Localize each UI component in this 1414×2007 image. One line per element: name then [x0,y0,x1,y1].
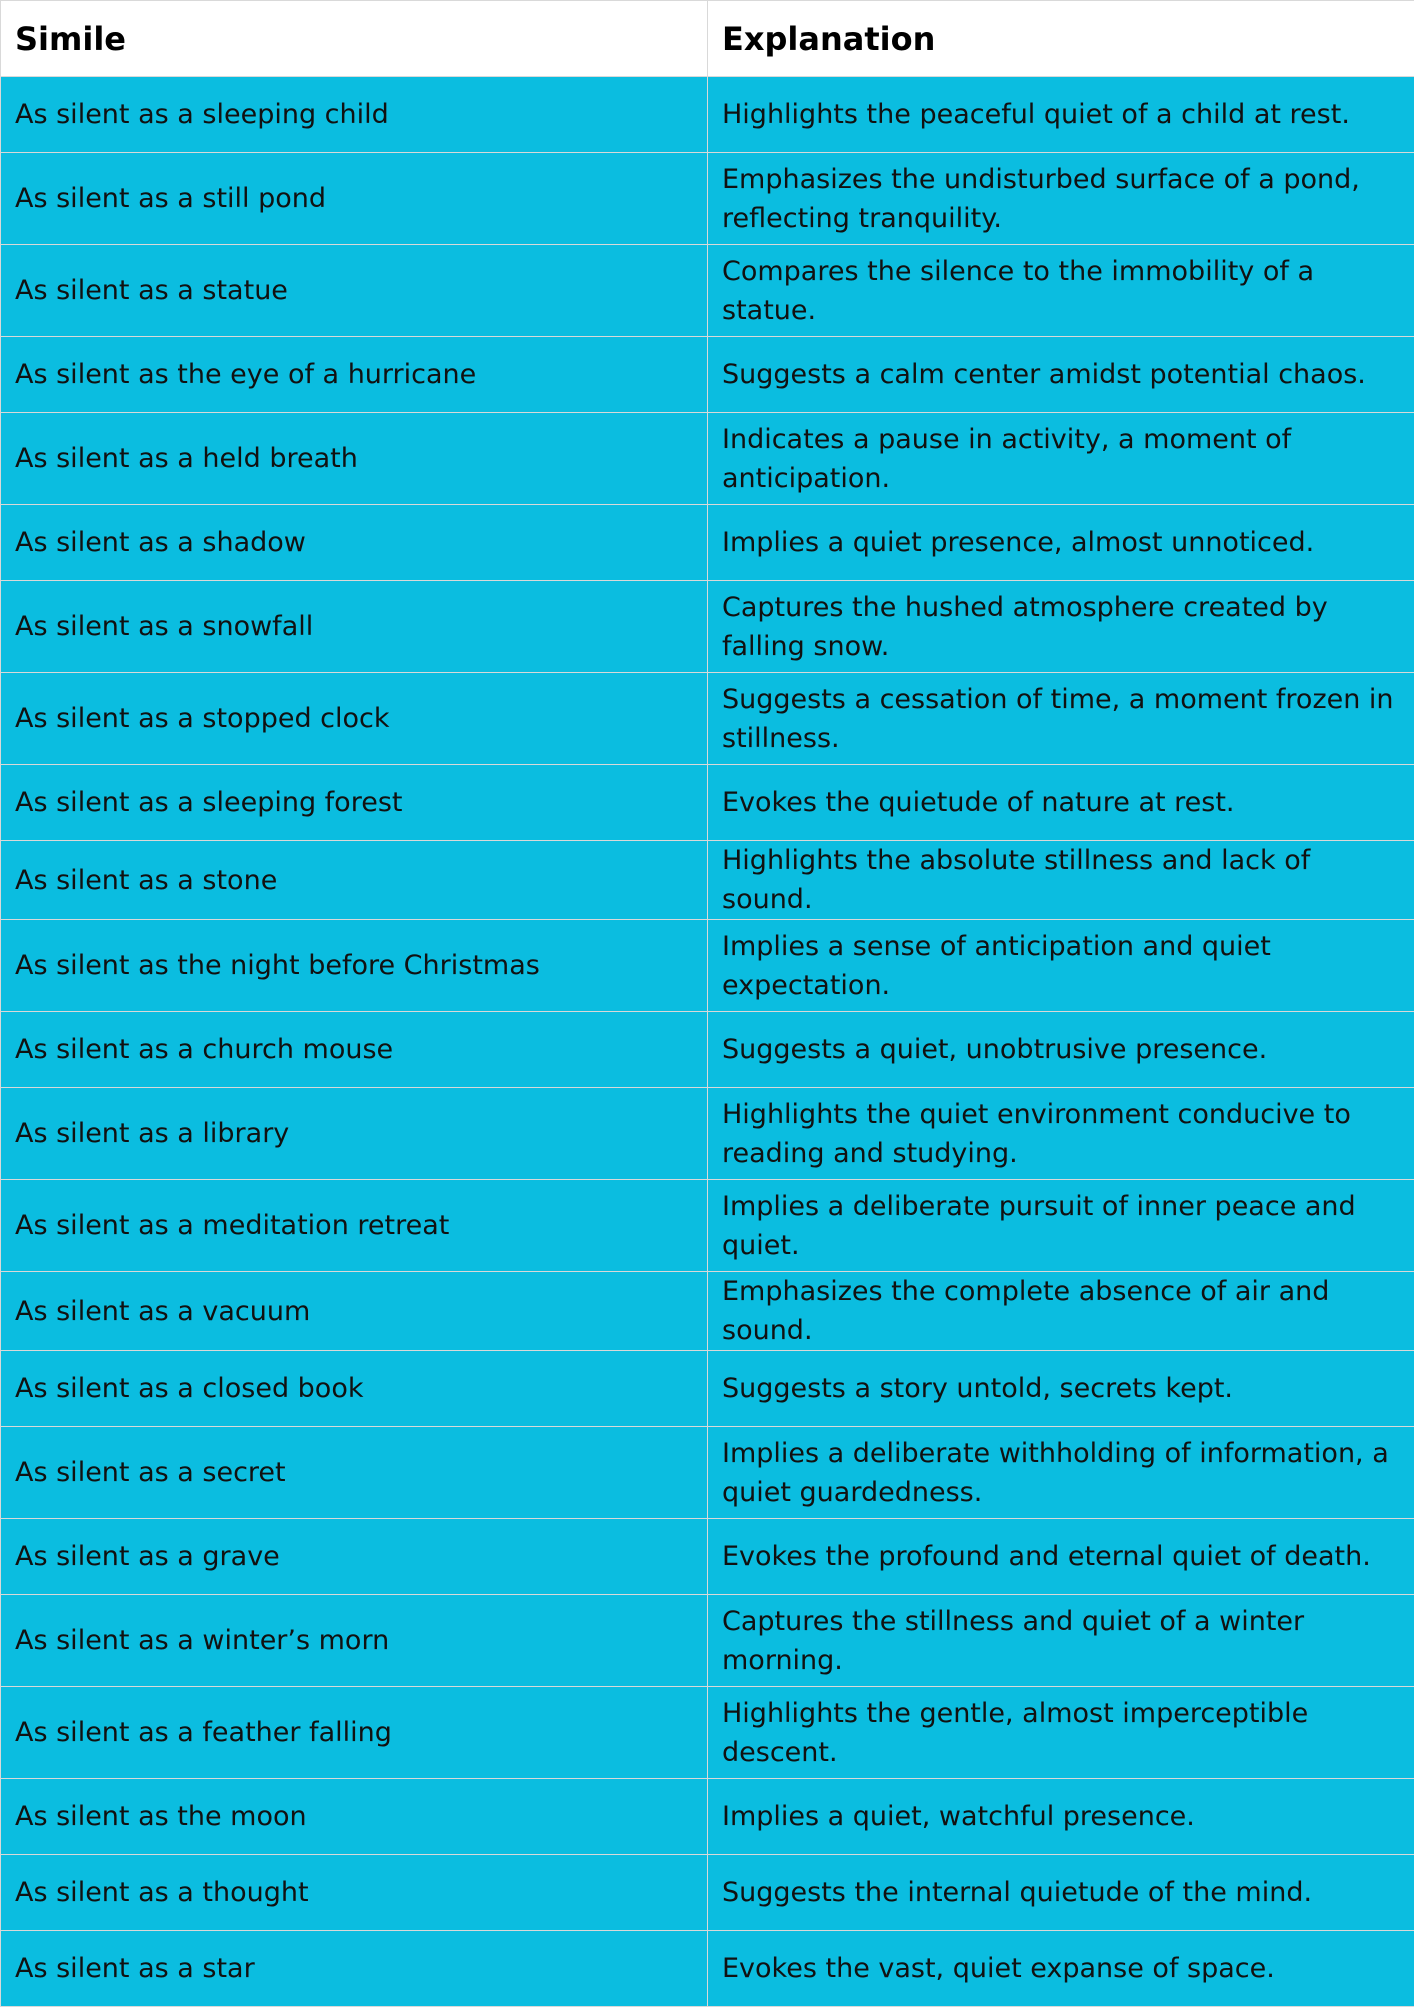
table-row [1,1180,1414,1272]
explanation-cell: Compares the silence to the immobility of a statue. [708,245,1414,337]
table-row [1,413,1414,505]
simile-cell: As silent as the eye of a hurricane [1,337,708,413]
table-row [1,1595,1414,1687]
simile-cell: As silent as a stopped clock [1,673,708,765]
simile-cell: As silent as a star [1,1931,708,2007]
simile-cell: As silent as a sleeping forest [1,765,708,841]
simile-cell: As silent as a snowfall [1,581,708,673]
table-row [1,1351,1414,1427]
explanation-cell: Implies a quiet, watchful presence. [708,1779,1414,1855]
table-row [1,1931,1414,2007]
table-row [1,765,1414,841]
simile-cell: As silent as a stone [1,841,708,920]
explanation-cell: Suggests a story untold, secrets kept. [708,1351,1414,1427]
explanation-cell: Implies a deliberate withholding of information, a quiet guardedness. [708,1427,1414,1519]
table-row [1,1427,1414,1519]
explanation-cell: Highlights the absolute stillness and lack of sound. [708,841,1414,920]
explanation-cell: Implies a deliberate pursuit of inner peace and quiet. [708,1180,1414,1272]
table-row [1,1012,1414,1088]
simile-cell: As silent as the night before Christmas [1,920,708,1012]
explanation-cell: Evokes the vast, quiet expanse of space. [708,1931,1414,2007]
table-row [1,1687,1414,1779]
table-row [1,673,1414,765]
header-row [1,1,1414,77]
simile-cell: As silent as a statue [1,245,708,337]
simile-cell: As silent as a held breath [1,413,708,505]
explanation-cell: Evokes the quietude of nature at rest. [708,765,1414,841]
simile-cell: As silent as a library [1,1088,708,1180]
table-row [1,1519,1414,1595]
simile-cell: As silent as a sleeping child [1,77,708,153]
table-row [1,77,1414,153]
table-row [1,505,1414,581]
table-row [1,153,1414,245]
explanation-cell: Implies a sense of anticipation and quiet expectation. [708,920,1414,1012]
simile-cell: As silent as a church mouse [1,1012,708,1088]
simile-cell: As silent as a closed book [1,1351,708,1427]
column-header-explanation: Explanation [708,1,1414,77]
table-row [1,1779,1414,1855]
explanation-cell: Suggests a cessation of time, a moment frozen in stillness. [708,673,1414,765]
simile-cell: As silent as a grave [1,1519,708,1595]
table-row [1,581,1414,673]
simile-cell: As silent as a vacuum [1,1272,708,1351]
explanation-cell: Suggests the internal quietude of the mind. [708,1855,1414,1931]
explanation-cell: Evokes the profound and eternal quiet of death. [708,1519,1414,1595]
explanation-cell: Suggests a quiet, unobtrusive presence. [708,1012,1414,1088]
explanation-cell: Captures the stillness and quiet of a winter morning. [708,1595,1414,1687]
simile-cell: As silent as the moon [1,1779,708,1855]
table-row [1,1272,1414,1351]
explanation-cell: Suggests a calm center amidst potential chaos. [708,337,1414,413]
table-row [1,245,1414,337]
simile-cell: As silent as a meditation retreat [1,1180,708,1272]
explanation-cell: Indicates a pause in activity, a moment of anticipation. [708,413,1414,505]
simile-cell: As silent as a secret [1,1427,708,1519]
explanation-cell: Captures the hushed atmosphere created by falling snow. [708,581,1414,673]
table-row [1,841,1414,920]
explanation-cell: Emphasizes the complete absence of air and sound. [708,1272,1414,1351]
explanation-cell: Highlights the peaceful quiet of a child at rest. [708,77,1414,153]
table-row [1,337,1414,413]
column-header-simile: Simile [1,1,708,77]
table-row [1,1855,1414,1931]
explanation-cell: Highlights the gentle, almost imperceptible descent. [708,1687,1414,1779]
simile-cell: As silent as a shadow [1,505,708,581]
simile-cell: As silent as a winter’s morn [1,1595,708,1687]
explanation-cell: Implies a quiet presence, almost unnoticed. [708,505,1414,581]
explanation-cell: Highlights the quiet environment conducive to reading and studying. [708,1088,1414,1180]
simile-cell: As silent as a feather falling [1,1687,708,1779]
table-row [1,1088,1414,1180]
simile-cell: As silent as a thought [1,1855,708,1931]
simile-cell: As silent as a still pond [1,153,708,245]
table-row [1,920,1414,1012]
explanation-cell: Emphasizes the undisturbed surface of a pond, reflecting tranquility. [708,153,1414,245]
